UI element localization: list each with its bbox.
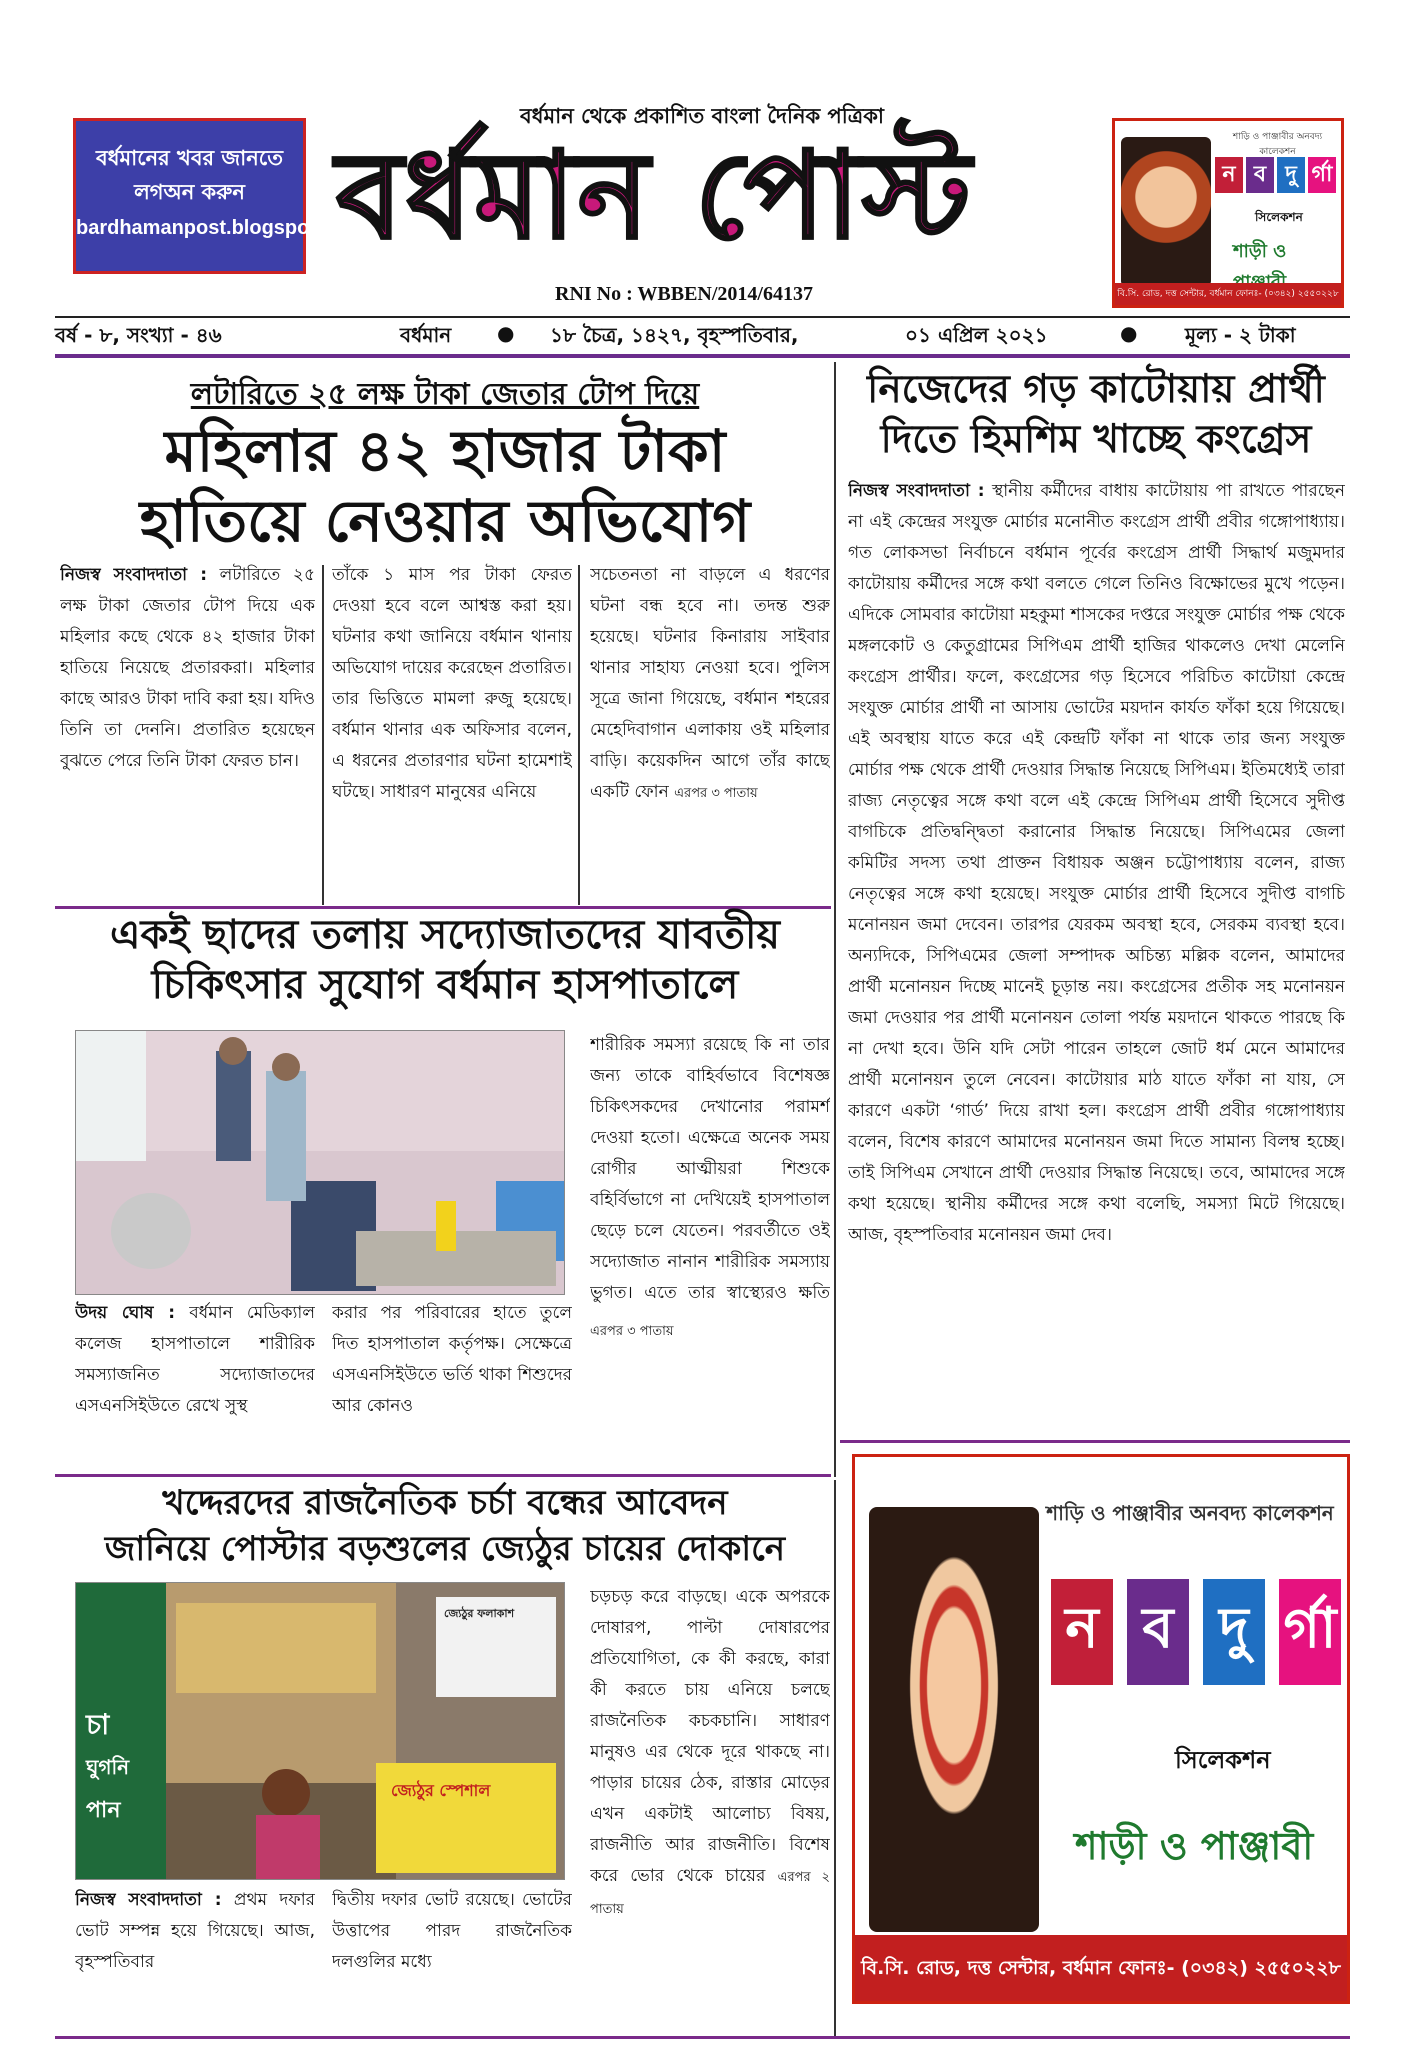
story1-continued: এরপর ৩ পাতায় — [674, 786, 758, 801]
story2-continued: এরপর ৩ পাতায় — [590, 1324, 674, 1339]
photo-sign-paan: পান — [86, 1798, 121, 1823]
story4-text-2: দ্বিতীয় দফার ভোট রয়েছে। ভোটের উত্তাপের পারদ রাজনৈতিক দলগুলির মধ্যে — [332, 1890, 572, 1972]
story4-headline-2: জানিয়ে পোস্টার বড়শুলের জ্যেঠুর চায়ের দোকানে — [104, 1529, 786, 1569]
story4-continued: এরপর ২ পাতায় — [590, 1870, 830, 1917]
ad-selection: সিলেকশন — [1175, 1746, 1271, 1774]
story2-continued-column — [590, 1315, 830, 1470]
divider — [55, 316, 1350, 318]
story1-byline: নিজস্ব সংবাদদাতা : — [60, 565, 208, 585]
story4-headline-1: খদ্দেরদের রাজনৈতিক চর্চা বন্ধের আবেদন — [162, 1483, 728, 1523]
story4-column-2 — [332, 1885, 572, 2025]
photo-sign-ghugni: ঘুগনি — [86, 1755, 130, 1779]
story3-byline: নিজস্ব সংবাদদাতা : — [848, 481, 985, 501]
brand-tile: র্গা — [1277, 1577, 1343, 1687]
bullet: ● — [497, 321, 515, 345]
story1-text-3: সচেতনতা না বাড়লে এ ধরণের ঘটনা বন্ধ হবে না। তদন্ত শুরু হয়েছে। ঘটনার কিনারায় সাইবার থানার সাহায্য নেওয়া হবে। পুলিস সূত্রে জানা গিয়েছে, বর্ধমান শহরের মেহেদিবাগান এলাকায় ওই মহিলার বাড়ি। কয়েকদিন আগে তাঁর কাছে একটি ফোন — [590, 565, 830, 802]
story1-text-1: লটারিতে ২৫ লক্ষ টাকা জেতার টোপ দিয়ে এক মহিলার কছে থেকে ৪২ হাজার টাকা হাতিয়ে নিয়েছে প্রতারকরা। মহিলার কাছে আরও টাকা দাবি করা হয়। যদিও তিনি তা দেননি। প্রতারিত হয়েছেন বুঝতে পেরে তিনি টাকা ফেরত চান। — [60, 565, 315, 771]
story3-headline-2: দিতে হিমশিম খাচ্ছে কংগ্রেস — [880, 417, 1312, 462]
story1-column-2 — [332, 560, 572, 900]
brand-tile: দু — [1277, 157, 1305, 193]
story2-headline-2: চিকিৎসার সুযোগ বর্ধমান হাসপাতালে — [151, 962, 739, 1008]
story4-byline: নিজস্ব সংবাদদাতা : — [75, 1890, 222, 1910]
ad-top-line: শাড়ি ও পাঞ্জাবীর অনবদ্য কালেকশন — [1046, 1501, 1334, 1525]
promo-url[interactable]: bardhamanpost.blogspot.in — [76, 217, 340, 239]
story1-column-1 — [60, 560, 315, 900]
story3-headline-1: নিজেদের গড় কাটোয়ায় প্রার্থী — [867, 367, 1325, 412]
promo-line-2: লগঅন করুন — [134, 180, 245, 204]
goddess-image — [869, 1507, 1039, 1932]
tea-stall-photo — [75, 1582, 565, 1880]
issue-info-line — [55, 321, 1350, 349]
bengali-date: ১৮ চৈত্র, ১৪২৭, বৃহস্পতিবার, — [550, 323, 799, 347]
photo-sign-tea: চা — [86, 1708, 110, 1741]
brand-tile: ন — [1215, 157, 1243, 193]
story4-right-column — [590, 1582, 830, 2022]
story4-text-1: প্রথম দফার ভোট সম্পন্ন হয়ে গিয়েছে। আজ, বৃহস্পতিবার — [75, 1890, 315, 1972]
brand-tiles — [1215, 157, 1336, 193]
photo-banner: জ্যেঠুর স্পেশাল — [391, 1781, 491, 1800]
story2-headline-1: একই ছাদের তলায় সদ্যোজাতদের যাবতীয় — [110, 912, 780, 958]
brand-tile: দু — [1201, 1577, 1267, 1687]
story1-headline-2: হাতিয়ে নেওয়ার অভিযোগ — [139, 487, 751, 555]
issue-number: বর্ষ - ৮, সংখ্যা - ৪৬ — [55, 323, 222, 347]
price: মূল্য - ২ টাকা — [1185, 323, 1296, 347]
ad-selection: সিলেকশন — [1255, 210, 1303, 224]
brand-tile: ব — [1125, 1577, 1191, 1687]
brand-tile: ব — [1246, 157, 1274, 193]
promo-line-1: বর্ধমানের খবর জানতে — [96, 146, 283, 170]
ad-product: শাড়ী ও — [1233, 241, 1287, 262]
top-advertisement — [1112, 118, 1344, 308]
column-rule — [834, 1480, 836, 2036]
ad-address: বি.সি. রোড, দত্ত সেন্টার, বর্ধমান ফোনঃ- (০৩৪২) ২৫৫০২২৮ — [1115, 283, 1341, 305]
nabadurga-advertisement — [852, 1454, 1350, 2004]
story2-text-1: বর্ধমান মেডিক্যাল কলেজ হাসপাতালে শারীরিক সমস্যাজনিত সদ্যোজাতদের এসএনসিইউতে রেখে সুস্থ — [75, 1303, 315, 1416]
story1-text-2: তাঁকে ১ মাস পর টাকা ফেরত দেওয়া হবে বলে আশ্বস্ত করা হয়। ঘটনার কথা জানিয়ে বর্ধমান থানায় অভিযোগ দায়ের করেছেন প্রতারিত। তার ভিত্তিতে মামলা রুজু হয়েছে। বর্ধমান থানার এক অফিসার বলেন, এ ধরনের প্রতারণার ঘটনা হামেশাই ঘটছে। সাধারণ মানুষের এনিয়ে — [332, 565, 572, 802]
story2-right-column — [590, 1030, 830, 1315]
story2-text-2: করার পর পরিবারের হাতে তুলে দিত হাসপাতাল কর্তৃপক্ষ। সেক্ষেত্রে এসএনসিইউতে ভর্তি থাকা শিশুদের আর কোনও — [332, 1303, 572, 1416]
section-divider — [55, 1474, 831, 1477]
bullet: ● — [1120, 321, 1138, 345]
story1-column-3 — [590, 560, 830, 900]
brand-tile: ন — [1049, 1577, 1115, 1687]
ad-address: বি.সি. রোড, দত্ত সেন্টার, বর্ধমান ফোনঃ- (০৩৪২) ২৫৫০২২৮ — [855, 1935, 1347, 2001]
photo-notice: জ্যেঠুর ফলাকাশ — [444, 1607, 515, 1620]
story2-column-2 — [332, 1298, 572, 1468]
brand-tile: র্গা — [1308, 157, 1336, 193]
column-rule — [322, 565, 324, 905]
column-rule — [834, 362, 836, 1477]
ad-top-line: শাড়ি ও পাঞ্জাবীর অনবদ্য কালেকশন — [1232, 132, 1323, 157]
divider — [55, 354, 1350, 358]
story2-byline: উদয় ঘোষ : — [75, 1303, 176, 1323]
column-rule — [578, 565, 580, 905]
brand-tiles — [1049, 1577, 1343, 1687]
story4-column-1 — [75, 1885, 315, 2025]
rni-number: RNI No : WBBEN/2014/64137 — [555, 283, 813, 305]
gregorian-date: ০১ এপ্রিল ২০২১ — [905, 323, 1048, 347]
story1-kicker: লটারিতে ২৫ লক্ষ টাকা জেতার টোপ দিয়ে — [190, 377, 700, 412]
place: বর্ধমান — [400, 323, 452, 347]
story2-right-text: শারীরিক সমস্যা রয়েছে কি না তার জন্য তাকে বাহির্বভাবে বিশেষজ্ঞ চিকিৎসকদের দেখানোর পরামর্শ দেওয়া হতো। এক্ষেত্রে অনেক সময় রোগীর আত্মীয়রা শিশুকে বহির্বিভাগে না দেখিয়েই হাসপাতাল ছেড়ে চলে যেতেন। পরবর্তীতে ওই সদ্যোজাত নানান শারীরিক সমস্যায় ভুগত। এতে তার স্বাস্থ্যেরও ক্ষতি — [590, 1035, 830, 1303]
story3-body — [848, 476, 1345, 1436]
paper-name-logo: বর্ধমান পোস্ট — [336, 127, 973, 266]
story4-right-text: চড়চড় করে বাড়ছে। একে অপরকে দোষারপ, পাল্টা দোষারপের প্রতিযোগিতা, কে কী করছে, কারা কী করতে চায় এনিয়ে চলছে রাজনৈতিক কচকচানি। সাধারণ মানুষও এর থেকে দূরে থাকছে না। পাড়ার চায়ের ঠেক, রাস্তার মোড়ের এখন একটাই আলোচ্য বিষয়, রাজনীতি আর রাজনীতি। বিশেষ করে ভোর থেকে চায়ের — [590, 1587, 830, 1886]
hospital-photo — [75, 1030, 565, 1295]
goddess-image — [1121, 137, 1211, 287]
story1-headline-1: মহিলার ৪২ হাজার টাকা — [164, 417, 726, 485]
section-divider — [840, 1440, 1350, 1443]
ad-product: শাড়ী ও পাঞ্জাবী — [1075, 1824, 1314, 1868]
section-divider — [55, 906, 831, 909]
blog-promo-box — [73, 118, 340, 274]
divider — [55, 2036, 1350, 2039]
story2-column-1 — [75, 1298, 315, 1468]
story3-text: স্থানীয় কর্মীদের বাধায় কাটোয়ায় পা রাখতে পারছেন না এই কেন্দ্রের সংযুক্ত মোর্চার মনোনীত কংগ্রেস প্রার্থী প্রবীর গঙ্গোপাধ্যায়। গত লোকসভা নির্বাচনে বর্ধমান পূর্বের কংগ্রেস প্রার্থী সিদ্ধার্থ মজুমদার কাটোয়ায় কর্মীদের সঙ্গে কথা বলতে গেলে তিনিও বিক্ষোভের মুখে পড়েন। এদিকে সোমবার কাটোয়া মহকুমা শাসকের দপ্তরে সংযুক্ত মোর্চার পক্ষ থেকে মঙ্গলকোট ও কেতুগ্রামের সিপিএম প্রার্থী হাজির থাকলেও দেখা মেলেনি কংগ্রেস প্রার্থীর। ফলে, কংগ্রেসের গড় হিসেবে পরিচিত কাটোয়া কেন্দ্রে সংযুক্ত মোর্চার প্রার্থী না আসায় ভোটের ময়দান কার্যত ফাঁকা হয়ে গিয়েছে। এই অবস্থায় যাতে করে এই কেন্দ্রটি ফাঁকা না থাকে তার জন্য সংযুক্ত মোর্চার পক্ষ থেকে প্রার্থী দেওয়ার সিদ্ধান্ত নিয়েছে সিপিএম। ইতিমধ্যেই তারা রাজ্য নেতৃত্বের সঙ্গে কথা বলে এই কেন্দ্রে সিপিএম প্রার্থী হিসেবে সুদীপ্ত বাগচিকে প্রতিদ্বন্দ্বিতা করানোর সিদ্ধান্ত নিয়েছে। সিপিএমের জেলা কমিটির সদস্য তথা প্রাক্তন বিধায়ক অঞ্জন চট্টোপাধ্যায় বলেন, রাজ্য নেতৃত্বের সঙ্গে কথা হয়েছে। সংযুক্ত মোর্চার প্রার্থী হিসেবে সুদীপ্ত বাগচি মনোনয়ন জমা দেবেন। তারপর যেরকম অবস্থা হবে, সেরকম ব্যবস্থা হবে। অন্যদিকে, সিপিএমের জেলা সম্পাদক অচিন্ত্য মল্লিক বলেন, আমাদের প্রার্থী মনোনয়ন দিচ্ছে মানেই চূড়ান্ত নয়। কংগ্রেসের প্রতীক সহ মনোনয়ন জমা দেওয়ার পর প্রার্থী মনোনয়ন তোলা পর্যন্ত ময়দানে থাকতে পারছে কি না দেখা হবে। উনি যদি সেটা পারেন তাহলে জোট ধর্ম মেনে আমাদের প্রার্থী মনোনয়ন তুলে নেবেন। কাটোয়ার মাঠ যাতে ফাঁকা না যায়, সে কারণে একটা ‘গার্ড’ দিয়ে রাখা হল। কংগ্রেস প্রার্থী প্রবীর গঙ্গোপাধ্যায় বলেন, বিশেষ কারণে আমাদের মনোনয়ন জমা দিতে সামান্য বিলম্ব হচ্ছে। তাই সিপিএম সেখানে প্রার্থী দেওয়ার সিদ্ধান্ত নিয়েছে। তবে, আমাদের সঙ্গে কথা হয়েছে। স্থানীয় কর্মীদের সঙ্গে কথা বলেছি, সমস্যা মিটে গিয়েছে। আজ, বৃহস্পতিবার মনোনয়ন জমা দেব। — [848, 481, 1345, 1245]
paper-tagline: বর্ধমান থেকে প্রকাশিত বাংলা দৈনিক পত্রিকা — [520, 104, 884, 128]
